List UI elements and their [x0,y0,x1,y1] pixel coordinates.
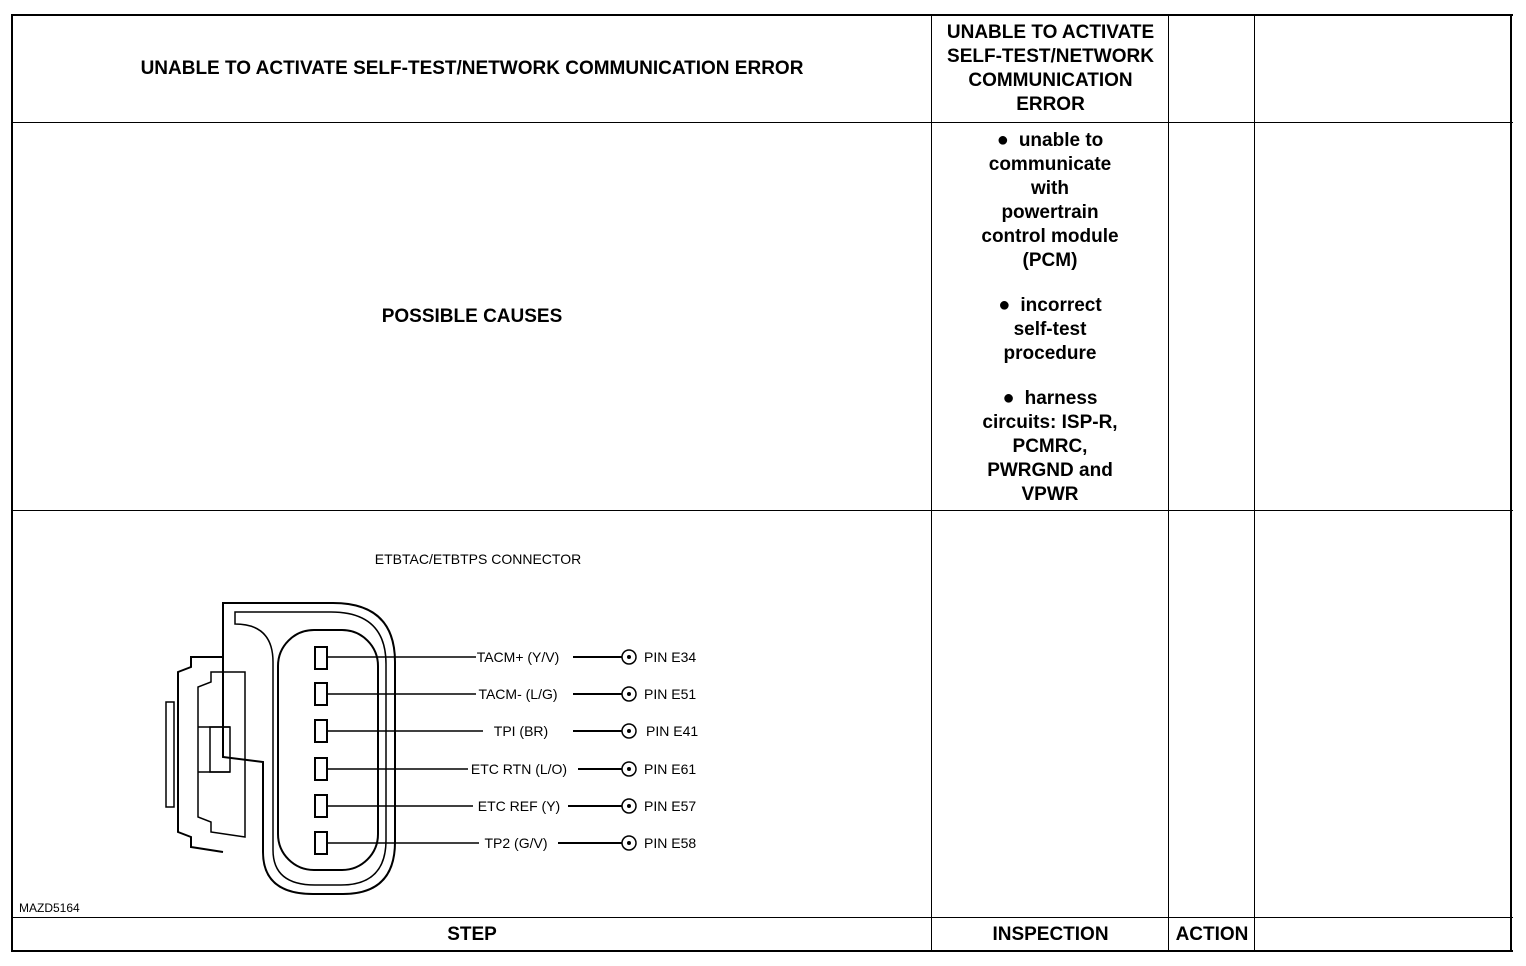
wire-label: TPI (BR) [493,723,549,739]
row-divider-2 [11,510,1513,511]
pin-row [315,720,698,742]
cause-item: ● incorrect self-test procedure [998,294,1102,364]
pin-row [315,683,696,705]
table-border-bottom [11,950,1513,952]
pin-label: PIN E34 [644,649,697,665]
action-label: ACTION [1175,923,1249,945]
possible-causes-label: POSSIBLE CAUSES [381,306,563,327]
connector-diagram [13,512,943,917]
pin-row [315,832,696,854]
pin-row [315,795,696,817]
diagram-title: ETBTAC/ETBTPS CONNECTOR [374,551,582,567]
pin-label: PIN E57 [644,798,697,814]
bullet-icon: ● [998,294,1011,316]
figure-id: MAZD5164 [19,901,80,915]
terminal-icon [315,720,327,742]
pin-label: PIN E51 [644,686,697,702]
connector-outline-icon [223,603,395,894]
col-divider-3 [1254,14,1255,952]
step-label: STEP [447,923,497,945]
pin-label: PIN E61 [644,761,697,777]
terminal-icon [315,832,327,854]
cause-item: ● unable to communicate with powertrain control module (PCM) [981,129,1119,271]
wire-label: TACM+ (Y/V) [476,649,560,665]
pin-label: PIN E41 [646,723,699,739]
step-title: UNABLE TO ACTIVATE SELF-TEST/NETWORK COMMUNICATION ERROR [140,58,804,79]
terminal-icon [315,758,327,780]
terminal-icon [315,795,327,817]
wire-label: ETC RTN (L/O) [470,761,568,777]
wire-label: ETC REF (Y) [477,798,561,814]
terminal-icon [315,683,327,705]
bullet-icon: ● [996,129,1009,151]
table-border-right [1510,14,1512,952]
terminal-icon [315,647,327,669]
row-divider-3 [11,917,1513,918]
causes-list [933,126,1167,527]
cause-item: ● harness circuits: ISP-R, PCMRC, PWRGND and VPWR [982,387,1118,505]
pin-row [315,758,696,780]
col-divider-2 [1168,14,1169,952]
pin-label: PIN E58 [644,835,697,851]
inspection-title: UNABLE TO ACTIVATE SELF-TEST/NETWORK COMMUNICATION ERROR [946,22,1155,115]
wire-label: TP2 (G/V) [484,835,548,851]
wire-label: TACM- (L/G) [478,686,558,702]
bullet-icon: ● [1002,387,1015,409]
row-divider-1 [11,122,1513,123]
pin-row [315,647,696,669]
inspection-label: INSPECTION [992,923,1109,945]
